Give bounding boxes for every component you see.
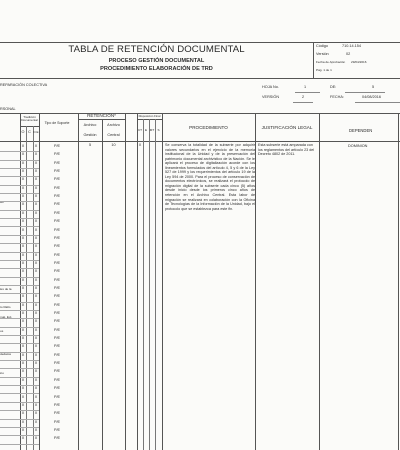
table-row bbox=[0, 368, 162, 376]
col-s: S bbox=[157, 128, 160, 132]
table-row bbox=[0, 435, 162, 443]
tradicion-electronica: X bbox=[34, 294, 38, 299]
tipo-soporte: P/E bbox=[53, 327, 61, 332]
left-fragment: os bbox=[0, 329, 4, 333]
table-row bbox=[0, 193, 162, 201]
table-row bbox=[0, 143, 162, 151]
table-row bbox=[0, 151, 162, 159]
fecha-aprobacion-value: 29/04/2016 bbox=[351, 60, 367, 64]
col-disposicion: Disposición Final bbox=[138, 114, 161, 118]
table-row bbox=[0, 268, 162, 276]
tradicion-electronica: X bbox=[34, 311, 38, 315]
tradicion-electronica: X bbox=[34, 402, 38, 407]
tradicion-electronica: X bbox=[34, 277, 38, 282]
col-ct: CT bbox=[137, 128, 143, 132]
tradicion-electronica: X bbox=[34, 369, 38, 374]
table-row bbox=[0, 402, 162, 410]
version-label-2: VERSIÓN bbox=[262, 95, 280, 99]
tipo-soporte: P/E bbox=[53, 152, 61, 157]
tradicion-electronica: X bbox=[34, 210, 38, 215]
tradicion-original: X bbox=[21, 277, 25, 282]
col-archivo-central-2: Central bbox=[107, 133, 120, 137]
tradicion-original: X bbox=[21, 344, 25, 349]
tipo-soporte: P/E bbox=[53, 227, 61, 232]
tradicion-electronica: X bbox=[34, 285, 38, 290]
table-row bbox=[0, 302, 162, 310]
tradicion-electronica: X bbox=[34, 219, 38, 224]
tradicion-electronica: X bbox=[34, 194, 38, 199]
tradicion-electronica: X bbox=[34, 252, 38, 257]
tradicion-electronica: X bbox=[34, 269, 38, 274]
table-row bbox=[0, 168, 162, 176]
tipo-soporte: P/E bbox=[53, 260, 61, 265]
tradicion-electronica: X bbox=[34, 344, 38, 349]
hoja-value: 1 bbox=[304, 85, 307, 89]
table-row bbox=[0, 327, 162, 335]
tradicion-electronica: X bbox=[34, 152, 38, 157]
tradicion-electronica: X bbox=[34, 411, 38, 416]
tipo-soporte: P/E bbox=[53, 436, 61, 441]
tradicion-electronica: X bbox=[34, 144, 38, 148]
tipo-soporte: P/E bbox=[53, 144, 61, 148]
left-fragment: ico bbox=[0, 371, 4, 375]
justificacion-text: Esta subserie está amparada con los reglamentos del artículo 23 del Decreto 4802 de 2011. bbox=[258, 143, 315, 157]
tradicion-original: X bbox=[21, 152, 25, 157]
tipo-soporte: P/E bbox=[53, 311, 61, 315]
tipo-soporte: P/E bbox=[53, 411, 61, 416]
tradicion-original: X bbox=[21, 294, 25, 299]
tradicion-original: X bbox=[21, 386, 25, 391]
tradicion-original: X bbox=[21, 319, 25, 324]
tradicion-original: X bbox=[21, 269, 25, 274]
table-row bbox=[0, 377, 162, 385]
tipo-soporte: P/E bbox=[53, 344, 61, 349]
tradicion-original: X bbox=[21, 436, 25, 441]
col-justificacion: JUSTIFICACIÓN LEGAL bbox=[261, 125, 313, 130]
tipo-soporte: P/E bbox=[53, 427, 61, 432]
page-count: Pág. 1 de 1 bbox=[316, 68, 332, 72]
left-fragment: les de la bbox=[0, 287, 12, 291]
col-tipo-soporte: Tipo de Soporte bbox=[44, 121, 70, 125]
tipo-soporte: P/E bbox=[53, 177, 61, 182]
tradicion-original: X bbox=[21, 219, 25, 224]
table-row bbox=[0, 252, 162, 260]
hoja-label: HOJA No. bbox=[262, 85, 279, 89]
tradicion-electronica: X bbox=[34, 302, 38, 307]
table-row bbox=[0, 201, 162, 209]
tipo-soporte: P/E bbox=[53, 302, 61, 307]
table-row bbox=[0, 218, 162, 226]
tradicion-electronica: X bbox=[34, 386, 38, 391]
tipo-soporte: P/E bbox=[53, 185, 61, 190]
tradicion-original: X bbox=[21, 194, 25, 199]
table-row bbox=[0, 335, 162, 343]
version-value: 02 bbox=[346, 52, 351, 56]
document-title: TABLA DE RETENCIÓN DOCUMENTAL bbox=[68, 44, 245, 55]
col-c: C bbox=[28, 130, 31, 134]
col-procedimiento: PROCEDIMIENTO bbox=[189, 125, 228, 130]
version-label: Versión bbox=[316, 52, 329, 56]
tradicion-electronica: X bbox=[34, 185, 38, 190]
de-label: DE: bbox=[330, 85, 337, 89]
tradicion-original: X bbox=[21, 210, 25, 215]
tipo-soporte: P/E bbox=[53, 402, 61, 407]
tipo-soporte: P/E bbox=[53, 369, 61, 374]
tradicion-original: X bbox=[21, 144, 25, 148]
tipo-soporte: P/E bbox=[53, 252, 61, 257]
procedimiento-text: Se conserva la totalidad de la subserie por adquirir valores secundarios en el ejercicio de la memoria institucional de la Unidad y de la preservación del patrimonio documental archivístico de la Nación. Se le aplicará el proceso de digitalización acorde con los lineamientos formulados del artículo 4, 5 y 6 de la Ley 527 de 1999 y los requerimientos del artículo 19 de la Ley 594 de 2000. Para el proceso de conservación de documentos electrónicos, se realizará el protocolo de migración digital de la subserie cada cinco (5) años desde inicio desde los primeros cinco años de retención en el Archivo Central. Esta labor de migración se realizará en colaboración con la Oficina de Tecnologías de la Información de la Unidad, bajo el protocolo que se establezca para este fin. bbox=[165, 143, 255, 211]
fecha-aprobacion-label: Fecha de Aprobación bbox=[316, 60, 346, 64]
tradicion-original: X bbox=[21, 361, 25, 366]
table-row bbox=[0, 360, 162, 368]
tradicion-original: X bbox=[21, 160, 25, 165]
col-e: E bbox=[144, 128, 148, 132]
table-row bbox=[0, 227, 162, 235]
table-row bbox=[0, 385, 162, 393]
table-row bbox=[0, 210, 162, 218]
tipo-soporte: P/E bbox=[53, 202, 61, 207]
col-dependencia: DEPENDEN bbox=[349, 128, 373, 133]
tradicion-original: X bbox=[21, 377, 25, 382]
de-value: 5 bbox=[372, 85, 375, 89]
col-o: O bbox=[21, 130, 25, 134]
tradicion-original: X bbox=[21, 252, 25, 257]
table-row bbox=[0, 410, 162, 418]
tipo-soporte: P/E bbox=[53, 160, 61, 165]
codigo-value: 710.14.154 bbox=[342, 44, 362, 48]
tipo-soporte: P/E bbox=[53, 194, 61, 199]
tradicion-electronica: X bbox=[34, 177, 38, 182]
tradicion-electronica: X bbox=[34, 235, 38, 240]
fecha-value: 04/08/2016 bbox=[362, 95, 382, 99]
tipo-soporte: P/E bbox=[53, 235, 61, 240]
tradicion-original: X bbox=[21, 260, 25, 265]
tipo-soporte: P/E bbox=[53, 361, 61, 366]
tipo-soporte: P/E bbox=[53, 285, 61, 290]
tipo-soporte: P/E bbox=[53, 210, 61, 215]
table-row bbox=[0, 260, 162, 268]
procedure-name: PROCEDIMIENTO ELABORACIÓN DE TRD bbox=[100, 66, 213, 72]
tradicion-electronica: X bbox=[34, 327, 38, 332]
tipo-soporte: P/E bbox=[53, 386, 61, 391]
tradicion-original: X bbox=[21, 311, 25, 315]
tradicion-original: X bbox=[21, 336, 25, 341]
col-de: D.E bbox=[33, 130, 39, 134]
left-fragment: ad bbox=[0, 200, 4, 204]
fecha-label: FECHA: bbox=[330, 95, 344, 99]
tradicion-original: X bbox=[21, 302, 25, 307]
left-fragment: to Rallo bbox=[0, 305, 11, 309]
left-fragment: dedatos bbox=[0, 352, 12, 356]
tradicion-original: X bbox=[21, 394, 25, 399]
table-row bbox=[0, 343, 162, 351]
table-row bbox=[0, 352, 162, 360]
tradicion-original: X bbox=[21, 427, 25, 432]
tradicion-original: X bbox=[21, 419, 25, 424]
tradicion-electronica: X bbox=[34, 377, 38, 382]
table-row bbox=[0, 185, 162, 193]
col-archivo-gestion-1: Archivo bbox=[83, 123, 97, 127]
tipo-soporte: P/E bbox=[53, 294, 61, 299]
col-mt: MT bbox=[149, 128, 155, 132]
tradicion-original: X bbox=[21, 327, 25, 332]
table-row bbox=[0, 285, 162, 293]
tradicion-electronica: X bbox=[34, 160, 38, 165]
tradicion-electronica: X bbox=[34, 336, 38, 341]
tradicion-original: X bbox=[21, 177, 25, 182]
dependencia-value: DOMINION bbox=[348, 144, 368, 148]
table-row bbox=[0, 310, 162, 318]
tipo-soporte: P/E bbox=[53, 336, 61, 341]
tradicion-electronica: X bbox=[34, 202, 38, 207]
tradicion-electronica: X bbox=[34, 244, 38, 249]
tradicion-electronica: X bbox=[34, 419, 38, 424]
tradicion-electronica: X bbox=[34, 169, 38, 174]
tradicion-original: X bbox=[21, 352, 25, 357]
col-retencion: RETENCIÓN* bbox=[87, 113, 116, 118]
tradicion-original: X bbox=[21, 227, 25, 232]
tradicion-original: X bbox=[21, 402, 25, 407]
tipo-soporte: P/E bbox=[53, 244, 61, 249]
tradicion-electronica: X bbox=[34, 260, 38, 265]
tradicion-original: X bbox=[21, 202, 25, 207]
retencion-gestion-value: 5 bbox=[88, 143, 92, 147]
row-divider bbox=[0, 444, 39, 445]
tradicion-electronica: X bbox=[34, 427, 38, 432]
tradicion-electronica: X bbox=[34, 394, 38, 399]
tradicion-electronica: X bbox=[34, 352, 38, 357]
table-row bbox=[0, 243, 162, 251]
tipo-soporte: P/E bbox=[53, 169, 61, 174]
tipo-soporte: P/E bbox=[53, 377, 61, 382]
tradicion-original: X bbox=[21, 185, 25, 190]
oficina-line-2: RSONAL bbox=[0, 107, 16, 111]
tipo-soporte: P/E bbox=[53, 394, 61, 399]
tradicion-original: X bbox=[21, 369, 25, 374]
tradicion-electronica: X bbox=[34, 361, 38, 366]
table-row bbox=[0, 394, 162, 402]
oficina-productora: REPARACIÓN COLECTIVA bbox=[0, 83, 48, 87]
col-archivo-gestion-2: Gestión bbox=[83, 133, 97, 137]
process-name: PROCESO GESTIÓN DOCUMENTAL bbox=[108, 58, 205, 64]
table-row bbox=[0, 235, 162, 243]
disposicion-ct-value: X bbox=[138, 143, 142, 147]
tradicion-electronica: X bbox=[34, 319, 38, 324]
codigo-label: Código bbox=[316, 44, 329, 48]
tradicion-original: X bbox=[21, 169, 25, 174]
tipo-soporte: P/E bbox=[53, 319, 61, 324]
tipo-soporte: P/E bbox=[53, 352, 61, 357]
tradicion-original: X bbox=[21, 411, 25, 416]
table-row bbox=[0, 277, 162, 285]
table-row bbox=[0, 160, 162, 168]
tradicion-header: Tradición Documental bbox=[21, 115, 38, 123]
col-archivo-central-1: Archivo bbox=[107, 123, 120, 127]
table-row bbox=[0, 427, 162, 435]
table-row bbox=[0, 419, 162, 427]
tradicion-electronica: X bbox=[34, 227, 38, 232]
left-fragment: mat. Ext. bbox=[0, 315, 13, 319]
tipo-soporte: P/E bbox=[53, 277, 61, 282]
version-value-2: 2 bbox=[302, 95, 305, 99]
retencion-central-value: 10 bbox=[111, 143, 116, 147]
tipo-soporte: P/E bbox=[53, 269, 61, 274]
tradicion-electronica: X bbox=[34, 436, 38, 441]
table-row bbox=[0, 176, 162, 184]
tradicion-original: X bbox=[21, 285, 25, 290]
table-row bbox=[0, 293, 162, 301]
tipo-soporte: P/E bbox=[53, 219, 61, 224]
tradicion-original: X bbox=[21, 235, 25, 240]
tipo-soporte: P/E bbox=[53, 419, 61, 424]
tradicion-original: X bbox=[21, 244, 25, 249]
